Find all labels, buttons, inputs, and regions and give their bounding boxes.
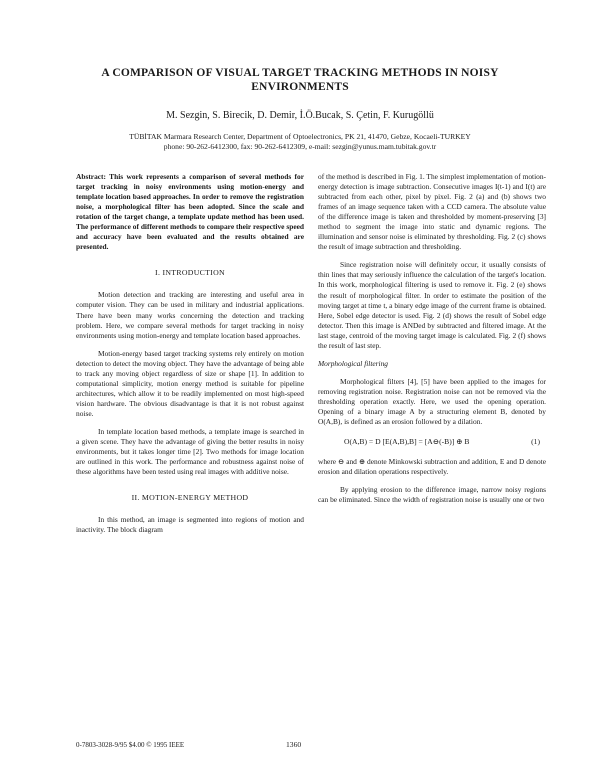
section-heading-motion-energy: II. MOTION-ENERGY METHOD bbox=[131, 493, 249, 503]
right-paragraph-3: Morphological filters [4], [5] have been applied to the images for removing registration noise. Registration noise can not be removed via the thresholding operation exactly. Here, we used the opening operation. Opening of a binary image A by a structuring element B, denoted by O(A,B), is defined as an erosion followed by a dilation. bbox=[318, 376, 546, 427]
subheading-morphological-filtering: Morphological filtering bbox=[318, 358, 389, 368]
abstract: Abstract: This work represents a comparison of several methods for target tracking in noisy environments using motion-energy and template location based approaches. In order to remove the registration noise, a morphological filter has been adopted. Since the scale and rotation of the target change, a template update method has been used. The performance of different methods to compare their respective speed and accuracy have been evaluated and the results obtained are presented. bbox=[76, 172, 304, 252]
intro-paragraph-1: Motion detection and tracking are interesting and useful area in computer vision. They can be used in military and industrial applications. There have been many works concerning the detection and tracking problem. Here, we compare several methods for target tracking in noisy environments using motion-energy and template location based approaches. bbox=[76, 290, 304, 340]
affiliation-contact: phone: 90-262-6412300, fax: 90-262-6412309, e-mail: sezgin@yunus.mam.tubitak.gov.tr bbox=[163, 142, 437, 151]
right-paragraph-5: By applying erosion to the difference image, narrow noisy regions can be eliminated. Since the width of registration noise is usually one or two bbox=[318, 485, 546, 505]
intro-paragraph-2: Motion-energy based target tracking systems rely entirely on motion detection to detect the moving object. They have the advantage of being able to track any moving object regardless of size or shape [1]. In addition to computational simplicity, motion energy method is suitable for pipeline architectures, which allow it to be readily implemented on most high-speed vision hardware. The obvious disadvantage is that it is not robust against noise. bbox=[76, 348, 304, 418]
right-column bbox=[318, 172, 546, 513]
page-number: 1360 bbox=[286, 740, 302, 749]
copyright-notice: 0-7803-3028-9/95 $4.00 © 1995 IEEE bbox=[76, 741, 185, 749]
motion-paragraph-1: In this method, an image is segmented into regions of motion and inactivity. The block diagram bbox=[76, 515, 304, 535]
author-list: M. Sezgin, S. Birecik, D. Demir, İ.Ö.Bucak, S. Çetin, F. Kurugöllü bbox=[166, 110, 434, 121]
equation-1 bbox=[318, 437, 546, 447]
affiliation-address: TÜBİTAK Marmara Research Center, Department of Optoelectronics, PK 21, 41470, Gebze, Kocaeli-TURKEY bbox=[129, 132, 471, 141]
affiliation bbox=[60, 132, 540, 152]
paper-title: A COMPARISON OF VISUAL TARGET TRACKING METHODS IN NOISY ENVIRONMENTS bbox=[101, 67, 499, 93]
equation-number: (1) bbox=[531, 437, 540, 447]
right-paragraph-1: of the method is described in Fig. 1. The simplest implementation of motion-energy detection is image subtraction. Consecutive images I(t-1) and I(t) are subtracted from each other, pixel by pixel. Fig. 2 (a) and (b) shows two frames of an image sequence taken with a CCD camera. The absolute value of the difference image is taken and thresholded by moment-preserving [3] method to segment the image into static and dynamic regions. The illumination and sensor noise is eliminated by thresholding. Fig. 2 (c) shows the result of image subtraction and thresholding. bbox=[318, 172, 546, 252]
section-heading-introduction: I. INTRODUCTION bbox=[155, 268, 225, 278]
intro-paragraph-3: In template location based methods, a template image is searched in a given scene. They have the advantage of giving the better results in noisy environments, but it takes longer time [2]. Two methods for image location are outlined in this work. The performance and robustness against noise of these algorithms have been tested using real images with additive noise. bbox=[76, 426, 304, 477]
left-column bbox=[76, 172, 304, 543]
right-paragraph-4: where ⊖ and ⊕ denote Minkowski subtraction and addition, E and D denote erosion and dilation operations respectively. bbox=[318, 457, 546, 477]
right-paragraph-2: Since registration noise will definitely occur, it usually consists of thin lines that may seriously influence the calculation of the target's location. In this work, morphological filtering is used to remove it. Fig. 2 (e) shows the result of morphological filter. In order to estimate the position of the moving target at time t, a binary edge image of the current frame is obtained. Here, Sobel edge detector is used. Fig. 2 (d) shows the result of Sobel edge detector. Then this image is ANDed by subtracted and filtered image. At the last stage, centroid of the moving target image is calculated. Fig. 2 (f) shows the result of last step. bbox=[318, 260, 546, 350]
equation-body: O(A,B) = D [E(A,B),B] = [A⊖(-B)] ⊕ B bbox=[344, 437, 470, 447]
